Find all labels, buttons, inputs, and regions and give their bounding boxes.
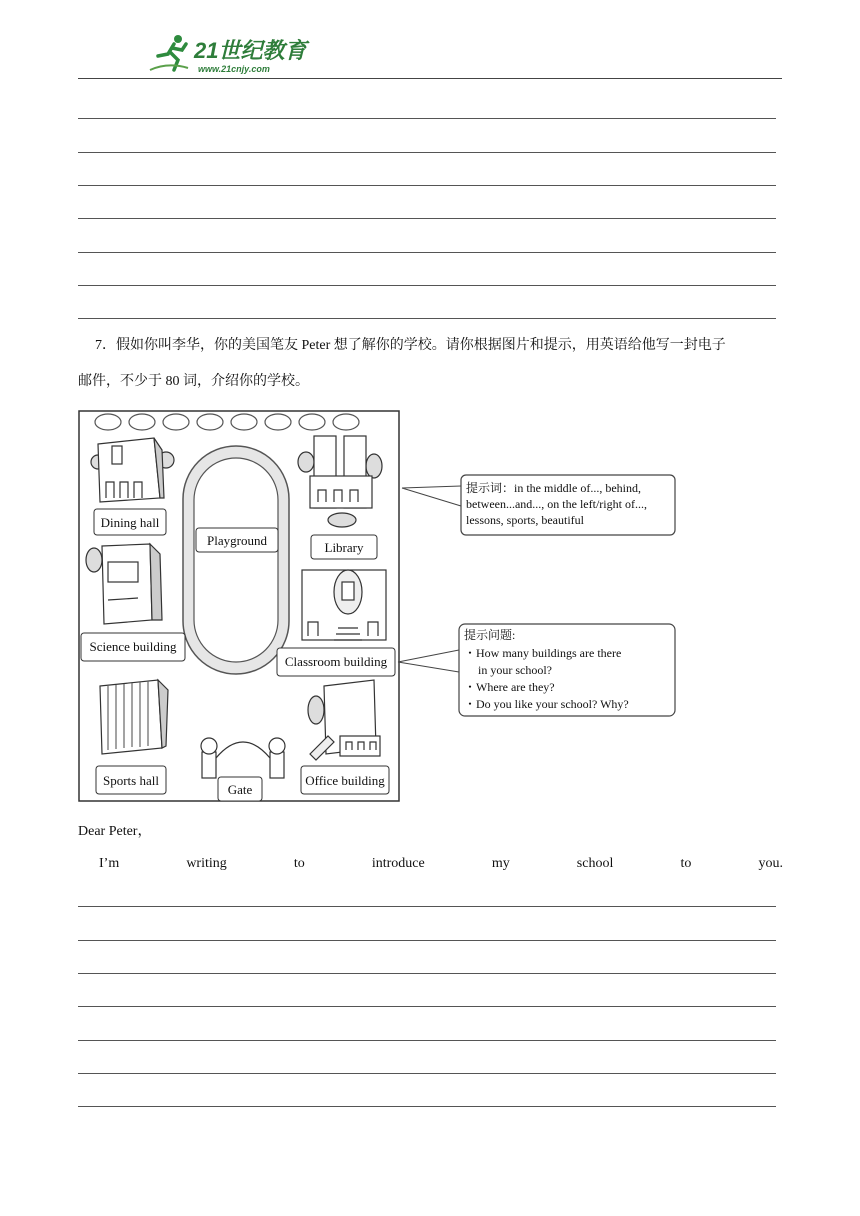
label-office-building: Office building [305,773,385,788]
logo-url: www.21cnjy.com [198,64,270,74]
intro-word: writing [186,856,227,871]
intro-word: my [491,856,510,871]
questions-callout [398,624,675,716]
questions-title: 提示问题: [464,628,516,642]
letter-intro-line [99,856,783,872]
label-playground: Playground [207,533,267,548]
question-line-1: 7．假如你叫李华，你的美国笔友 Peter 想了解你的学校。请你根据图片和提示，用英语给他写一封电子 [95,338,726,353]
label-library: Library [324,540,364,555]
question-2: ・Where are they? [464,680,555,694]
writing-line [78,1106,776,1107]
writing-line [78,906,776,907]
question-line-2: 邮件，不少于 80 词，介绍你的学校。 [78,374,309,389]
brand-logo [148,30,318,76]
keywords-line-1: 提示词：in the middle of..., behind, [466,481,641,495]
runner-icon [150,35,188,70]
writing-line [78,218,776,219]
label-gate: Gate [227,782,253,797]
writing-line [78,973,776,974]
writing-line [78,252,776,253]
logo-text: 21世纪教育 [194,38,307,63]
label-dining-hall: Dining hall [100,515,160,530]
classroom-building [302,570,386,640]
intro-word: I’m [99,856,120,871]
writing-line [78,940,776,941]
keywords-callout [402,475,675,535]
intro-word: you. [758,856,783,871]
intro-word: school [576,856,614,871]
question-3: ・Do you like your school? Why? [464,697,629,711]
keywords-line-3: lessons, sports, beautiful [466,513,584,527]
school-map-figure [78,410,680,804]
header-rule [78,78,782,79]
intro-word: to [293,856,305,871]
writing-line [78,285,776,286]
writing-line [78,185,776,186]
intro-word: to [680,856,692,871]
playground-track [183,446,289,674]
sports-hall-building [100,680,168,754]
label-classroom-building: Classroom building [284,654,388,669]
writing-line [78,1040,776,1041]
writing-line [78,118,776,119]
intro-word: introduce [371,856,425,871]
question-1a: ・How many buildings are there [464,646,622,660]
keywords-line-2: between...and..., on the left/right of..., [466,497,647,511]
writing-line [78,318,776,319]
writing-line [78,1073,776,1074]
writing-line [78,152,776,153]
label-science-building: Science building [89,639,177,654]
question-1b: in your school? [478,663,552,677]
letter-greeting: Dear Peter， [78,824,152,839]
writing-line [78,1006,776,1007]
label-sports-hall: Sports hall [103,773,159,788]
